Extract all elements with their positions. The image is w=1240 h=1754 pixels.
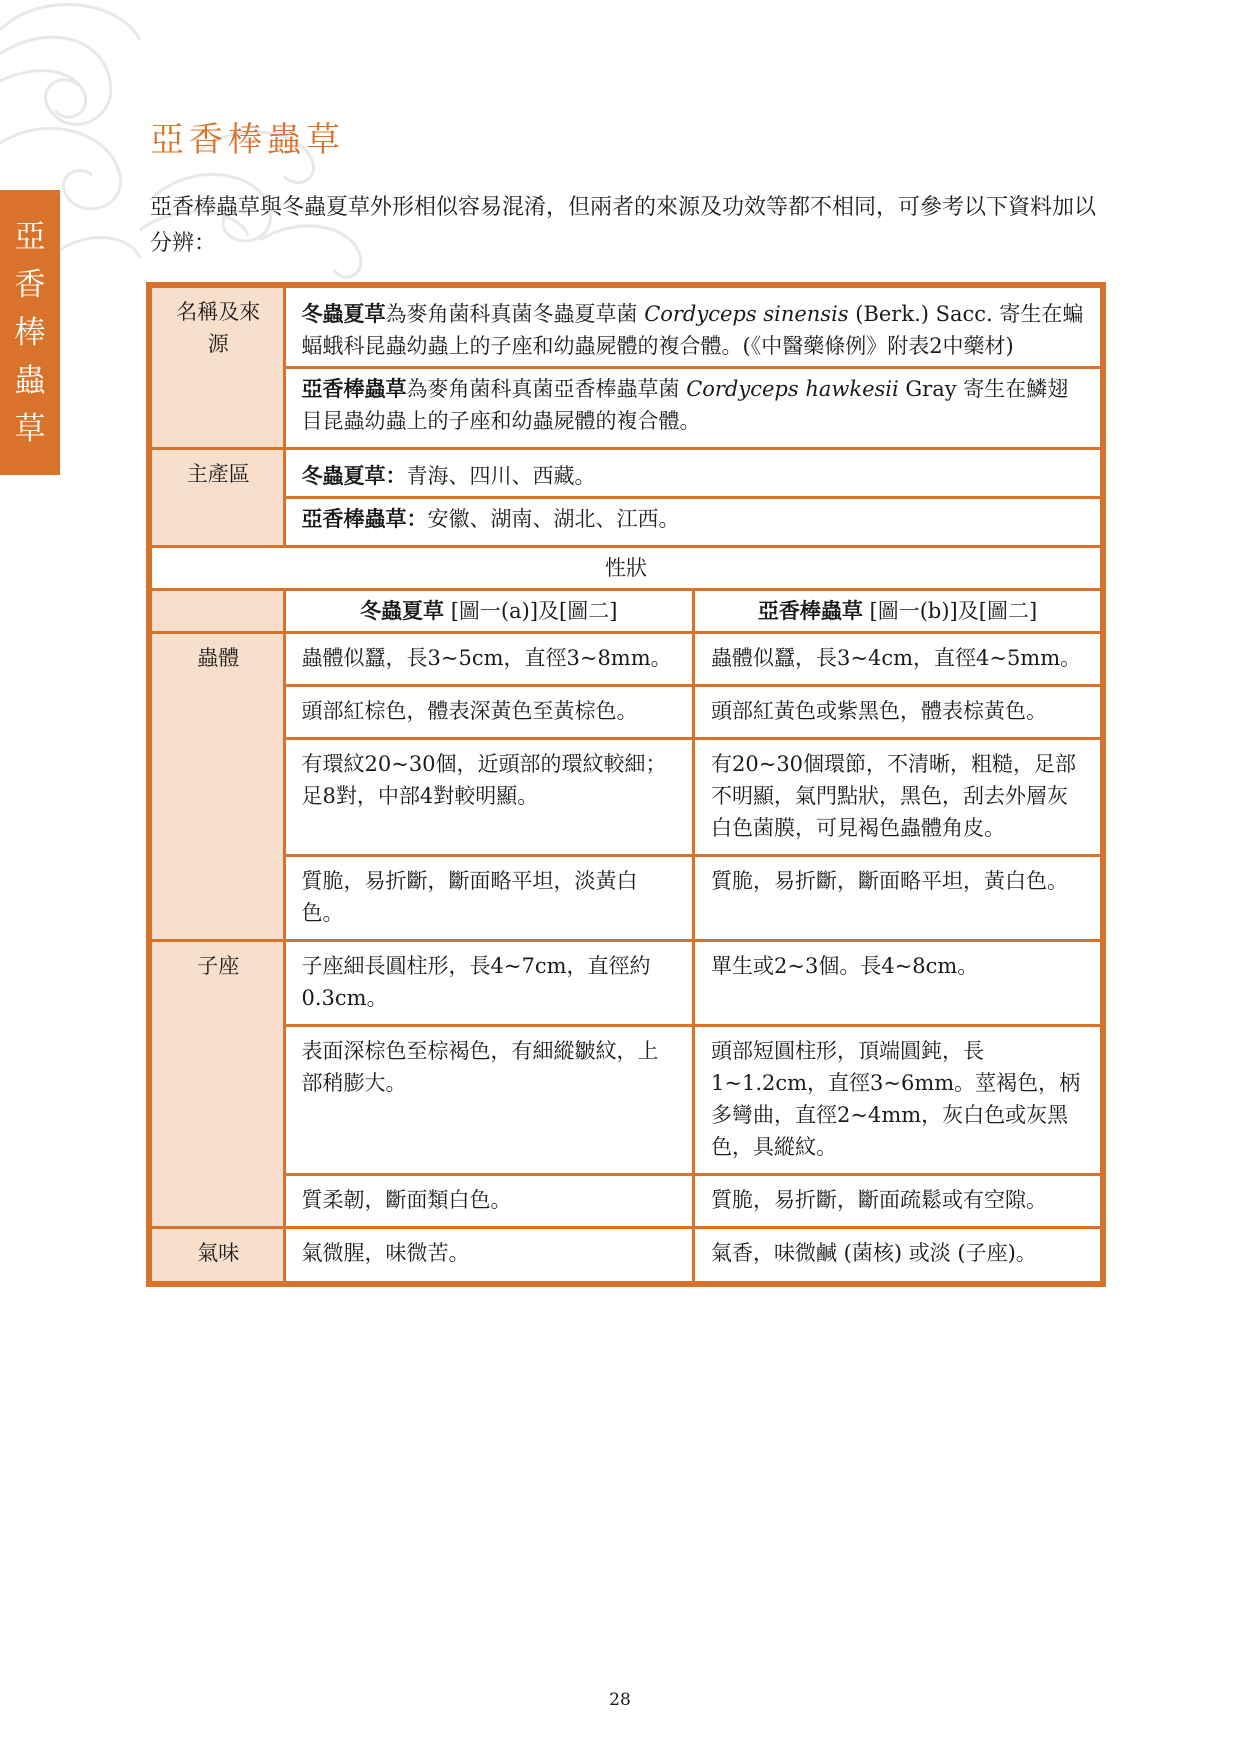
yaxiang-cell: 蟲體似蠶，長3~4cm，直徑4~5mm。 <box>694 633 1104 686</box>
table-row <box>149 285 1103 368</box>
figure-ref: [圖一(b)]及[圖二] <box>862 599 1038 623</box>
table-row <box>149 368 1103 449</box>
side-tab-char: 亞 <box>14 218 46 255</box>
dongchong-cell: 質柔韌，斷面類白色。 <box>284 1175 694 1228</box>
table-row <box>149 1026 1103 1175</box>
region-text: 安徽、湖南、湖北、江西。 <box>427 507 680 531</box>
intro-paragraph: 亞香棒蟲草與冬蟲夏草外形相似容易混淆，但兩者的來源及功效等都不相同，可參考以下資料加以分辨： <box>150 195 1097 256</box>
yaxiang-cell: 氣香，味微鹹 (菌核) 或淡 (子座)。 <box>694 1228 1104 1284</box>
latin-name: Cordyceps sinensis <box>644 302 849 326</box>
yaxiang-cell: 頭部紅黃色或紫黑色，體表棕黃色。 <box>694 686 1104 739</box>
table-row <box>149 941 1103 1026</box>
source-yaxiang-cell <box>284 368 1103 449</box>
side-tab-char: 香 <box>14 266 46 303</box>
row-label-body: 蟲體 <box>149 633 284 941</box>
table-row <box>149 856 1103 941</box>
yaxiang-cell: 有20~30個環節，不清晰，粗糙，足部不明顯，氣門點狀，黑色，刮去外層灰白色菌膜，可見褐色蟲體角皮。 <box>694 739 1104 856</box>
dongchong-cell: 頭部紅棕色，體表深黃色至黃棕色。 <box>284 686 694 739</box>
region-dongchong-cell <box>284 449 1103 498</box>
dongchong-cell: 氣微腥，味微苦。 <box>284 1228 694 1284</box>
table-row <box>149 498 1103 547</box>
source-dongchong-cell <box>284 285 1103 368</box>
side-tab-char: 草 <box>14 410 46 447</box>
source-text: Gray 寄生在鱗翅目昆蟲幼蟲上的子座和幼蟲屍體的複合體。 <box>301 377 1069 433</box>
page-title: 亞香棒蟲草 <box>150 120 345 160</box>
comparison-table <box>146 282 1106 1287</box>
row-label-odor: 氣味 <box>149 1228 284 1284</box>
yaxiang-name: 亞香棒蟲草： <box>301 506 428 531</box>
source-text: (Berk.) Sacc. 寄生在蝙蝠蛾科昆蟲幼蟲上的子座和幼蟲屍體的複合體。(《中醫藥條例》附表2中藥材) <box>301 302 1084 358</box>
region-text: 青海、四川、西藏。 <box>406 464 596 488</box>
yaxiang-name: 亞香棒蟲草 <box>301 376 407 401</box>
figure-ref: [圖一(a)]及[圖二] <box>444 599 618 623</box>
region-yaxiang-cell <box>284 498 1103 547</box>
table-row <box>149 686 1103 739</box>
table-row <box>149 1175 1103 1228</box>
dongchong-cell: 有環紋20~30個，近頭部的環紋較細；足8對，中部4對較明顯。 <box>284 739 694 856</box>
table-row <box>149 633 1103 686</box>
dongchong-cell: 質脆，易折斷，斷面略平坦，淡黃白色。 <box>284 856 694 941</box>
yaxiang-cell: 頭部短圓柱形，頂端圓鈍，長1~1.2cm，直徑3~6mm。莖褐色，柄多彎曲，直徑2~4mm，灰白色或灰黑色，具縱紋。 <box>694 1026 1104 1175</box>
blank-label-cell <box>149 590 284 633</box>
dongchong-name: 冬蟲夏草 <box>360 598 445 623</box>
side-tab-char: 蟲 <box>14 362 46 399</box>
column-header-dongchong <box>284 590 694 633</box>
table-row <box>149 739 1103 856</box>
table-row <box>149 590 1103 633</box>
row-label-region: 主產區 <box>149 449 284 547</box>
section-header: 性狀 <box>149 547 1103 590</box>
column-header-yaxiang <box>694 590 1104 633</box>
chapter-side-tab <box>0 190 60 475</box>
row-label-source: 名稱及來源 <box>149 285 284 449</box>
latin-name: Cordyceps hawkesii <box>686 377 899 401</box>
yaxiang-cell: 單生或2~3個。長4~8cm。 <box>694 941 1104 1026</box>
yaxiang-cell: 質脆，易折斷，斷面疏鬆或有空隙。 <box>694 1175 1104 1228</box>
yaxiang-name: 亞香棒蟲草 <box>757 598 863 623</box>
side-tab-char: 棒 <box>14 314 46 351</box>
dongchong-cell: 表面深棕色至棕褐色，有細縱皺紋，上部稍膨大。 <box>284 1026 694 1175</box>
table-row <box>149 547 1103 590</box>
source-text: 為麥角菌科真菌冬蟲夏草菌 <box>385 302 645 326</box>
dongchong-name: 冬蟲夏草： <box>301 463 407 488</box>
dongchong-cell: 子座細長圓柱形，長4~7cm，直徑約0.3cm。 <box>284 941 694 1026</box>
dongchong-cell: 蟲體似蠶，長3~5cm，直徑3~8mm。 <box>284 633 694 686</box>
table-row <box>149 1228 1103 1284</box>
source-text: 為麥角菌科真菌亞香棒蟲草菌 <box>406 377 687 401</box>
row-label-stroma: 子座 <box>149 941 284 1228</box>
table-row <box>149 449 1103 498</box>
page-number: 28 <box>609 1690 631 1710</box>
yaxiang-cell: 質脆，易折斷，斷面略平坦，黃白色。 <box>694 856 1104 941</box>
dongchong-name: 冬蟲夏草 <box>301 301 386 326</box>
